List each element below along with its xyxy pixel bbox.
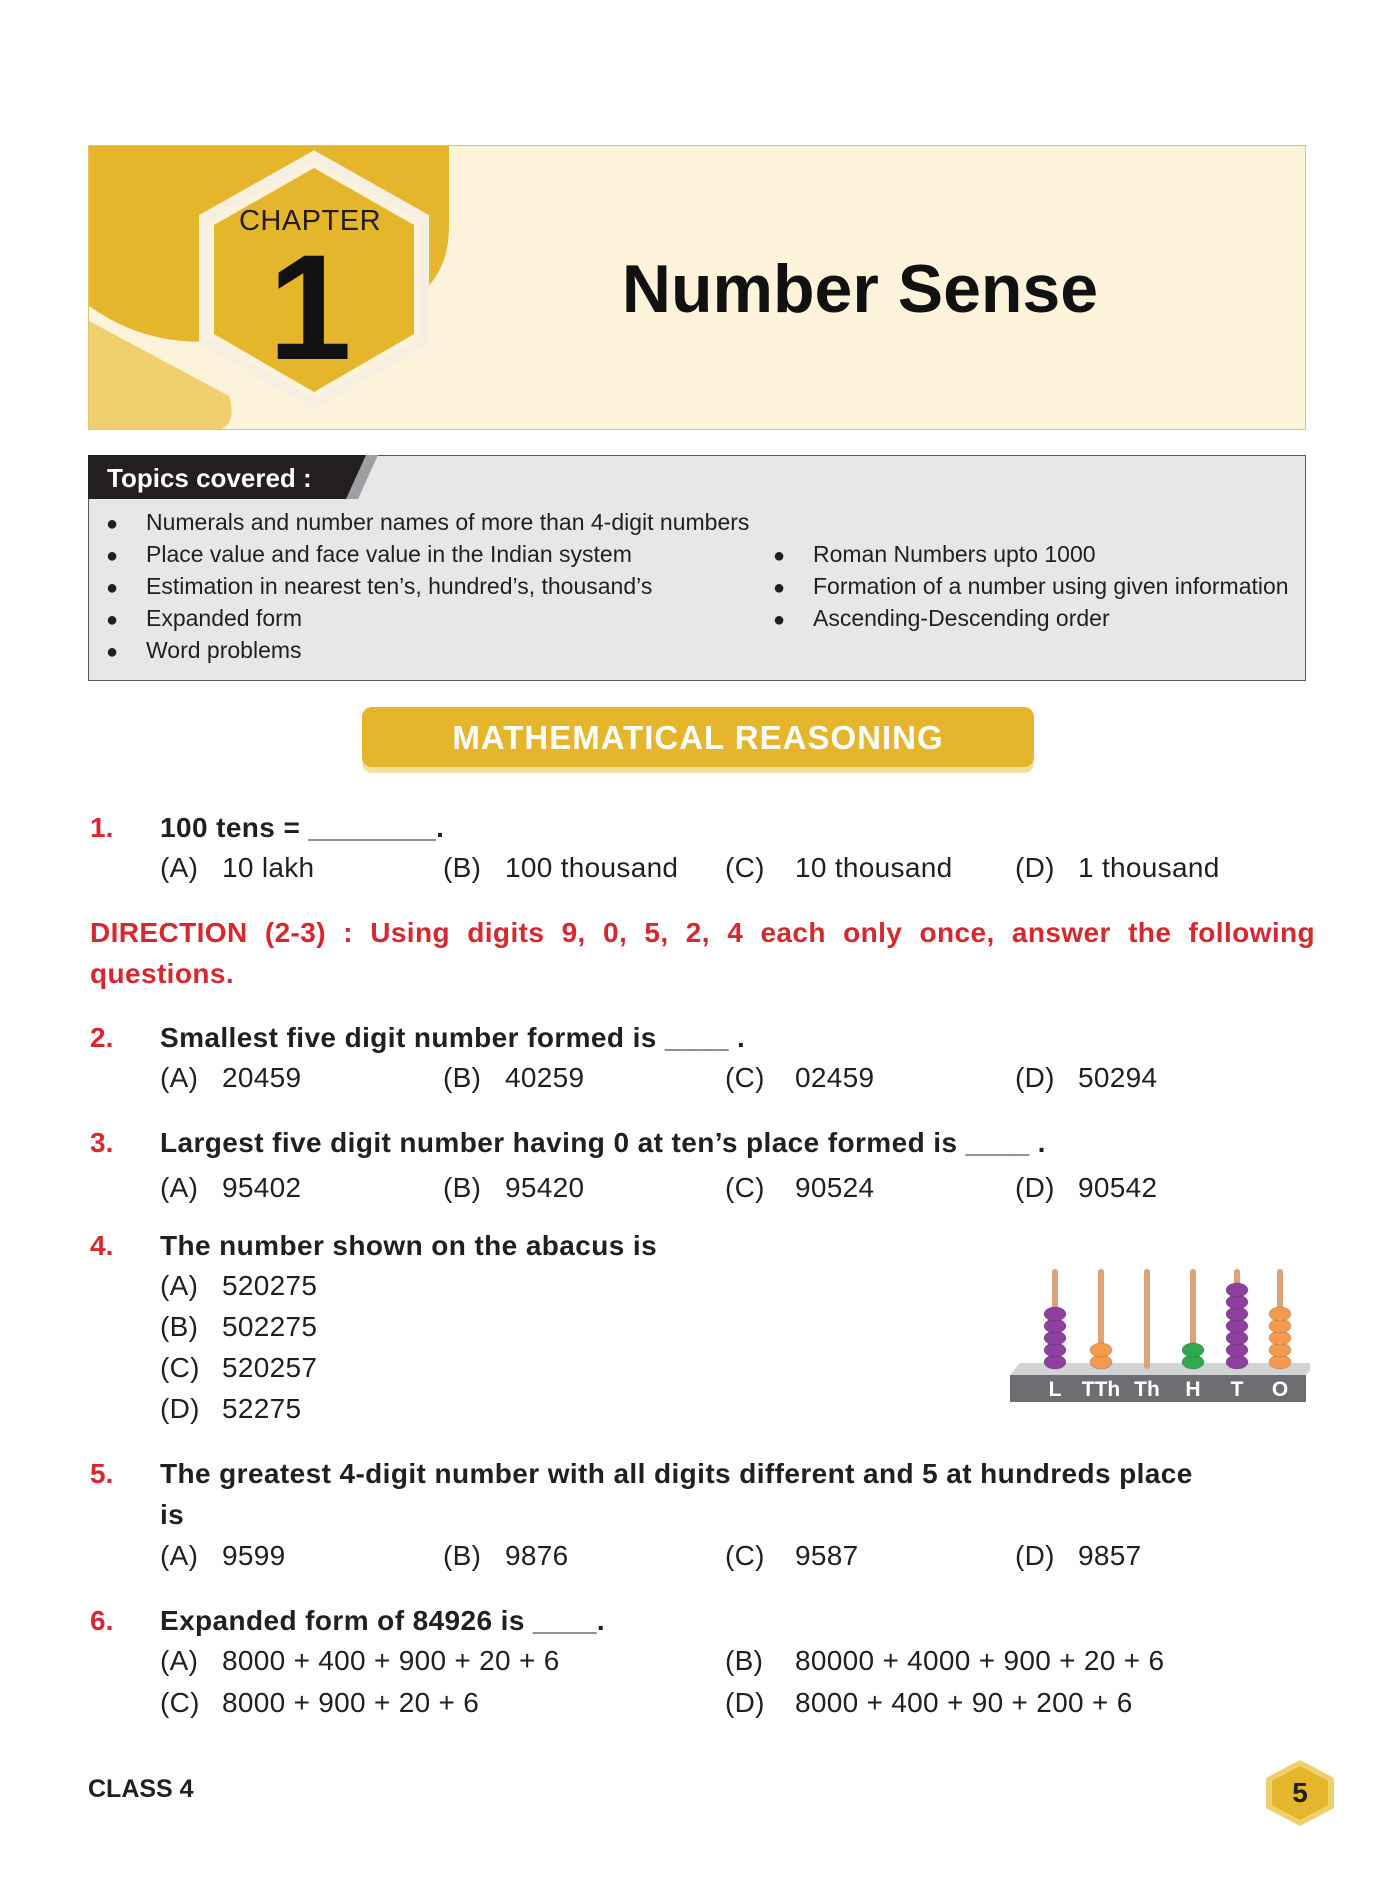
option-label: (A): [160, 1172, 199, 1203]
question-text: Smallest five digit number formed is ____ .: [160, 1022, 746, 1053]
option-text: 8000 + 900 + 20 + 6: [222, 1687, 480, 1718]
bullet-icon: ●: [773, 545, 786, 567]
option-text: 9857: [1078, 1540, 1142, 1571]
option-label: (A): [160, 1540, 199, 1571]
abacus-bead: [1090, 1343, 1112, 1357]
option-label: (B): [443, 852, 482, 883]
topic-item: Formation of a number using given information: [813, 573, 1289, 599]
option-text: 20459: [222, 1062, 302, 1093]
question-text: The number shown on the abacus is: [160, 1230, 658, 1261]
option-text: 95402: [222, 1172, 302, 1203]
option-label: (B): [725, 1645, 764, 1676]
section-title: MATHEMATICAL REASONING: [362, 707, 1034, 767]
option-label: (D): [1015, 1172, 1055, 1203]
option-label: (B): [443, 1540, 482, 1571]
abacus-bead: [1269, 1307, 1291, 1321]
option-label: (A): [160, 1645, 199, 1676]
option-label: (C): [160, 1687, 200, 1718]
bullet-icon: ●: [106, 577, 119, 599]
option-text: 10 lakh: [222, 852, 315, 883]
question-text: 100 tens = ________.: [160, 812, 445, 843]
chapter-number: 1: [268, 223, 352, 391]
bullet-icon: ●: [106, 545, 119, 567]
abacus-place-label: O: [1271, 1378, 1289, 1401]
option-text: 1 thousand: [1078, 852, 1220, 883]
topic-item: Place value and face value in the Indian system: [146, 541, 632, 567]
option-text: 9876: [505, 1540, 569, 1571]
option-text: 90524: [795, 1172, 875, 1203]
option-text: 90542: [1078, 1172, 1158, 1203]
abacus-bead: [1044, 1307, 1066, 1321]
option-text: 502275: [222, 1311, 318, 1342]
abacus-place-label: Th: [1134, 1378, 1160, 1401]
option-text: 40259: [505, 1062, 585, 1093]
option-text: 100 thousand: [505, 852, 679, 883]
bullet-icon: ●: [106, 513, 119, 535]
chapter-title: Number Sense: [621, 251, 1099, 327]
question-text: The greatest 4-digit number with all digits different and 5 at hundreds place: [160, 1458, 1193, 1489]
option-label: (D): [1015, 1540, 1055, 1571]
chapter-label: CHAPTER: [238, 205, 382, 237]
option-text: 8000 + 400 + 900 + 20 + 6: [222, 1645, 560, 1676]
option-label: (B): [443, 1062, 482, 1093]
option-text: 10 thousand: [795, 852, 953, 883]
option-text: 02459: [795, 1062, 875, 1093]
question-number: 5.: [90, 1458, 114, 1489]
topic-item: Roman Numbers upto 1000: [813, 541, 1096, 567]
option-label: (D): [1015, 1062, 1055, 1093]
topic-item: Ascending-Descending order: [813, 605, 1110, 631]
option-text: 80000 + 4000 + 900 + 20 + 6: [795, 1645, 1165, 1676]
bullet-icon: ●: [773, 577, 786, 599]
bullet-icon: ●: [106, 609, 119, 631]
option-label: (D): [160, 1393, 200, 1424]
topics-heading: Topics covered :: [107, 463, 312, 493]
option-label: (C): [160, 1352, 200, 1383]
option-label: (A): [160, 1062, 199, 1093]
abacus-place-label: TTh: [1081, 1378, 1121, 1401]
option-label: (B): [443, 1172, 482, 1203]
question-text: Expanded form of 84926 is ____.: [160, 1605, 606, 1636]
abacus-figure: [1010, 1235, 1310, 1410]
option-label: (C): [725, 1540, 765, 1571]
option-label: (C): [725, 1172, 765, 1203]
question-text: Largest five digit number having 0 at ten’s place formed is ____ .: [160, 1127, 1046, 1158]
option-text: 9599: [222, 1540, 286, 1571]
question-number: 4.: [90, 1230, 114, 1261]
question-number: 2.: [90, 1022, 114, 1053]
question-number: 3.: [90, 1127, 114, 1158]
abacus-bead: [1182, 1343, 1204, 1357]
option-text: 520275: [222, 1270, 318, 1301]
option-text: 520257: [222, 1352, 318, 1383]
option-label: (A): [160, 1270, 199, 1301]
question-number: 1.: [90, 812, 114, 843]
bullet-icon: ●: [773, 609, 786, 631]
bullet-icon: ●: [106, 641, 119, 663]
topic-item: Expanded form: [146, 605, 302, 631]
direction-text: DIRECTION (2-3) : Using digits 9, 0, 5, 2, 4 each only once, answer the following questions.: [90, 917, 1315, 989]
option-label: (D): [1015, 852, 1055, 883]
abacus-place-label: T: [1230, 1378, 1244, 1401]
option-text: 50294: [1078, 1062, 1158, 1093]
class-label: CLASS 4: [88, 1775, 194, 1803]
question-number: 6.: [90, 1605, 114, 1636]
option-text: 9587: [795, 1540, 859, 1571]
option-text: 52275: [222, 1393, 302, 1424]
option-label: (B): [160, 1311, 199, 1342]
option-text: 8000 + 400 + 90 + 200 + 6: [795, 1687, 1133, 1718]
option-label: (A): [160, 852, 199, 883]
option-label: (D): [725, 1687, 765, 1718]
option-label: (C): [725, 1062, 765, 1093]
topic-item: Word problems: [146, 637, 302, 663]
option-text: 95420: [505, 1172, 585, 1203]
topic-item: Estimation in nearest ten’s, hundred’s, thousand’s: [146, 573, 653, 599]
page-number: 5: [1292, 1777, 1308, 1808]
question-text-continued: is: [160, 1499, 185, 1530]
abacus-place-label: H: [1185, 1378, 1201, 1401]
abacus-rod: [1144, 1269, 1150, 1369]
topic-item: Numerals and number names of more than 4-digit numbers: [146, 509, 750, 535]
abacus-place-label: L: [1048, 1378, 1062, 1401]
option-label: (C): [725, 852, 765, 883]
abacus-bead: [1226, 1283, 1248, 1297]
